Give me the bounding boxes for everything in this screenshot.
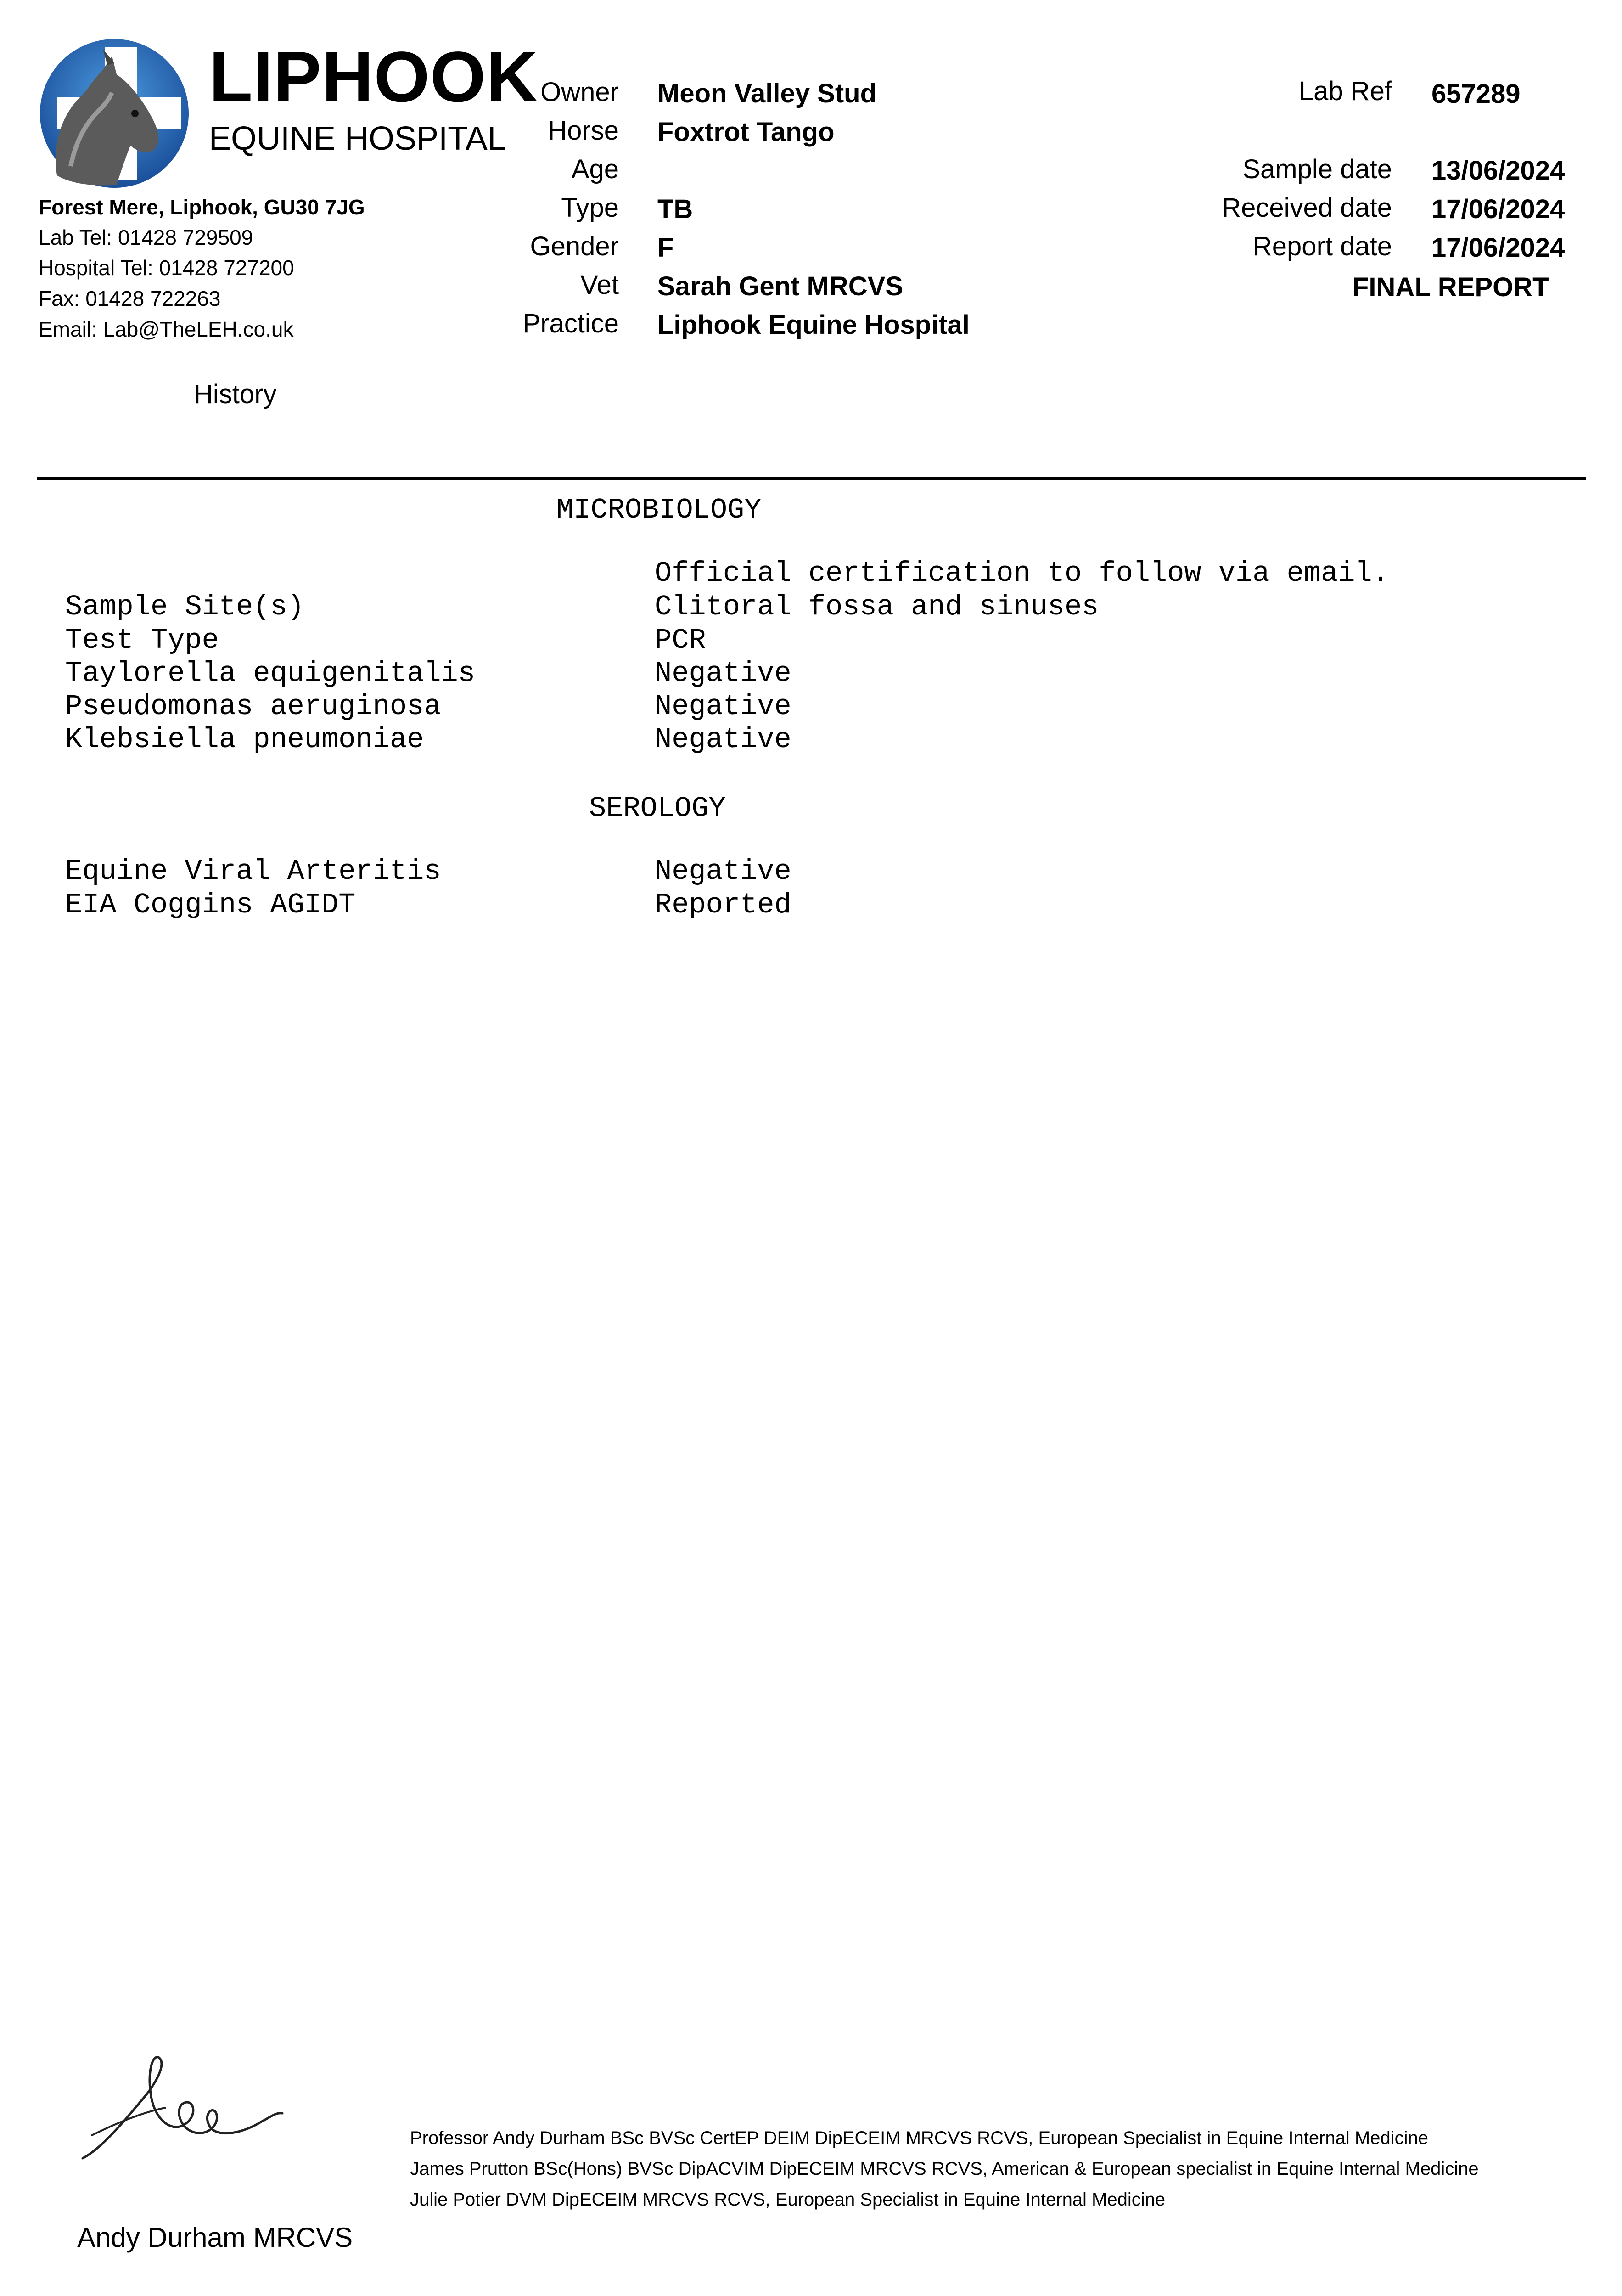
lab-ref-label: Lab Ref [1298,76,1392,106]
staff-line: James Prutton BSc(Hons) BVSc DipACVIM DipECEIM MRCVS RCVS, American & European specialist in Equine Internal Medicine [410,2159,1479,2179]
horse-label: Horse [548,116,619,146]
lab-ref-value: 657289 [1431,79,1521,109]
email-address: Email: Lab@TheLEH.co.uk [39,317,294,341]
result-label: Pseudomonas aeruginosa [65,690,441,723]
hospital-logo-icon [39,38,190,189]
horse-value: Foxtrot Tango [657,117,835,147]
signature-icon [73,2043,312,2177]
result-label: Sample Site(s) [65,591,304,623]
certification-note: Official certification to follow via email. [655,557,1389,590]
brand-title: LIPHOOK [209,37,539,117]
result-value: Clitoral fossa and sinuses [655,591,1099,623]
lab-phone: Lab Tel: 01428 729509 [39,225,253,249]
microbiology-heading: MICROBIOLOGY [556,494,762,526]
header-divider [37,477,1586,480]
age-label: Age [571,154,619,184]
report-status: FINAL REPORT [1353,272,1549,302]
type-value: TB [657,194,693,224]
owner-value: Meon Valley Stud [657,79,876,108]
result-value: Negative [655,723,791,756]
received-date-value: 17/06/2024 [1431,194,1565,224]
result-label: Klebsiella pneumoniae [65,723,424,756]
vet-label: Vet [580,270,619,300]
result-value: Negative [655,690,791,723]
staff-line: Professor Andy Durham BSc BVSc CertEP DEIM DipECEIM MRCVS RCVS, European Specialist in Equine Internal Medicine [410,2128,1428,2148]
owner-label: Owner [540,77,619,107]
history-label: History [194,379,277,409]
gender-value: F [657,233,674,263]
gender-label: Gender [530,231,619,261]
result-label: Equine Viral Arteritis [65,855,441,888]
hospital-phone: Hospital Tel: 01428 727200 [39,256,294,280]
result-label: Taylorella equigenitalis [65,657,475,690]
sample-date-label: Sample date [1242,154,1392,184]
result-label: Test Type [65,624,219,657]
result-value: Reported [655,889,791,921]
brand-subtitle: EQUINE HOSPITAL [209,120,506,157]
sample-date-value: 13/06/2024 [1431,156,1565,186]
vet-value: Sarah Gent MRCVS [657,271,903,301]
staff-line: Julie Potier DVM DipECEIM MRCVS RCVS, European Specialist in Equine Internal Medicine [410,2189,1166,2210]
report-date-value: 17/06/2024 [1431,233,1565,263]
practice-value: Liphook Equine Hospital [657,310,970,340]
type-label: Type [561,193,619,223]
result-label: EIA Coggins AGIDT [65,889,356,921]
report-date-label: Report date [1252,231,1392,261]
signer-name: Andy Durham MRCVS [77,2222,353,2253]
practice-label: Practice [522,309,619,338]
fax-number: Fax: 01428 722263 [39,287,221,310]
serology-heading: SEROLOGY [589,792,726,825]
result-value: Negative [655,657,791,690]
received-date-label: Received date [1222,193,1392,223]
result-value: PCR [655,624,706,657]
hospital-address: Forest Mere, Liphook, GU30 7JG [39,195,365,219]
result-value: Negative [655,855,791,888]
